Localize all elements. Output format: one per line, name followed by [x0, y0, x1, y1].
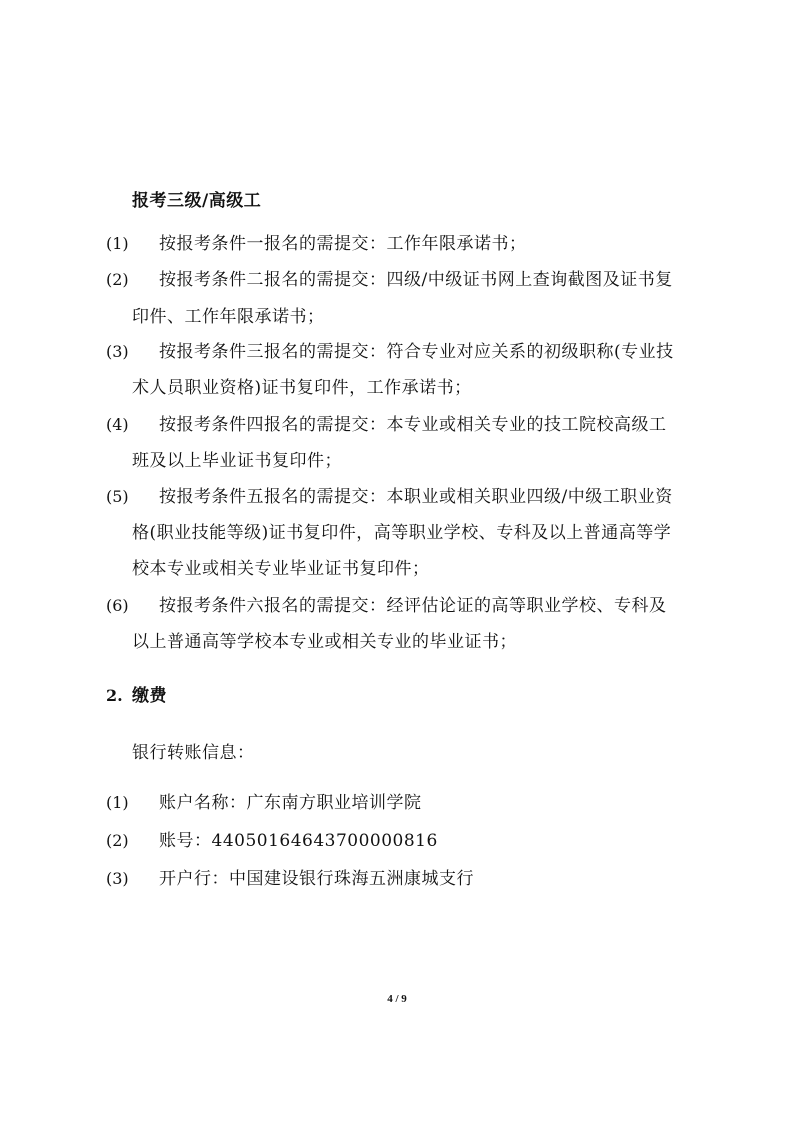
- item-number: (3): [106, 869, 129, 888]
- item-number: (1): [106, 793, 129, 812]
- item-text-cont: 班及以上毕业证书复印件；: [132, 451, 342, 471]
- item-text-cont: 格(职业技能等级)证书复印件，高等职业学校、专科及以上普通高等学: [132, 523, 672, 543]
- item-number: (4): [106, 415, 129, 434]
- bank-info-title: 银行转账信息：: [132, 743, 255, 763]
- item-text: 按报考条件六报名的需提交：经评估论证的高等职业学校、专科及: [159, 596, 667, 616]
- item-text: 按报考条件四报名的需提交：本专业或相关专业的技工院校高级工: [159, 415, 667, 435]
- item-text: 账号：44050164643700000816: [159, 831, 438, 851]
- item-text-cont: 校本专业或相关专业毕业证书复印件；: [132, 559, 430, 579]
- item-text: 按报考条件一报名的需提交：工作年限承诺书；: [159, 234, 527, 254]
- section-title: 报考三级/高级工: [132, 191, 262, 211]
- page-indicator: 4 / 9: [387, 993, 407, 1005]
- item-text: 按报考条件二报名的需提交：四级/中级证书网上查询截图及证书复: [159, 270, 673, 290]
- heading-number: 2.: [106, 686, 123, 705]
- item-number: (5): [106, 487, 129, 506]
- item-text: 开户行：中国建设银行珠海五洲康城支行: [159, 869, 474, 889]
- heading-text: 缴费: [132, 686, 167, 706]
- item-number: (2): [106, 831, 129, 850]
- item-number: (1): [106, 234, 129, 253]
- item-text: 按报考条件三报名的需提交：符合专业对应关系的初级职称(专业技: [159, 342, 674, 362]
- item-number: (6): [106, 596, 129, 615]
- item-text-cont: 术人员职业资格)证书复印件，工作承诺书；: [132, 378, 472, 398]
- item-number: (2): [106, 270, 129, 289]
- item-text: 按报考条件五报名的需提交：本职业或相关职业四级/中级工职业资: [159, 487, 673, 507]
- item-text-cont: 以上普通高等学校本专业或相关专业的毕业证书；: [132, 632, 517, 652]
- item-text-cont: 印件、工作年限承诺书；: [132, 307, 325, 327]
- item-number: (3): [106, 342, 129, 361]
- item-text: 账户名称：广东南方职业培训学院: [159, 793, 422, 813]
